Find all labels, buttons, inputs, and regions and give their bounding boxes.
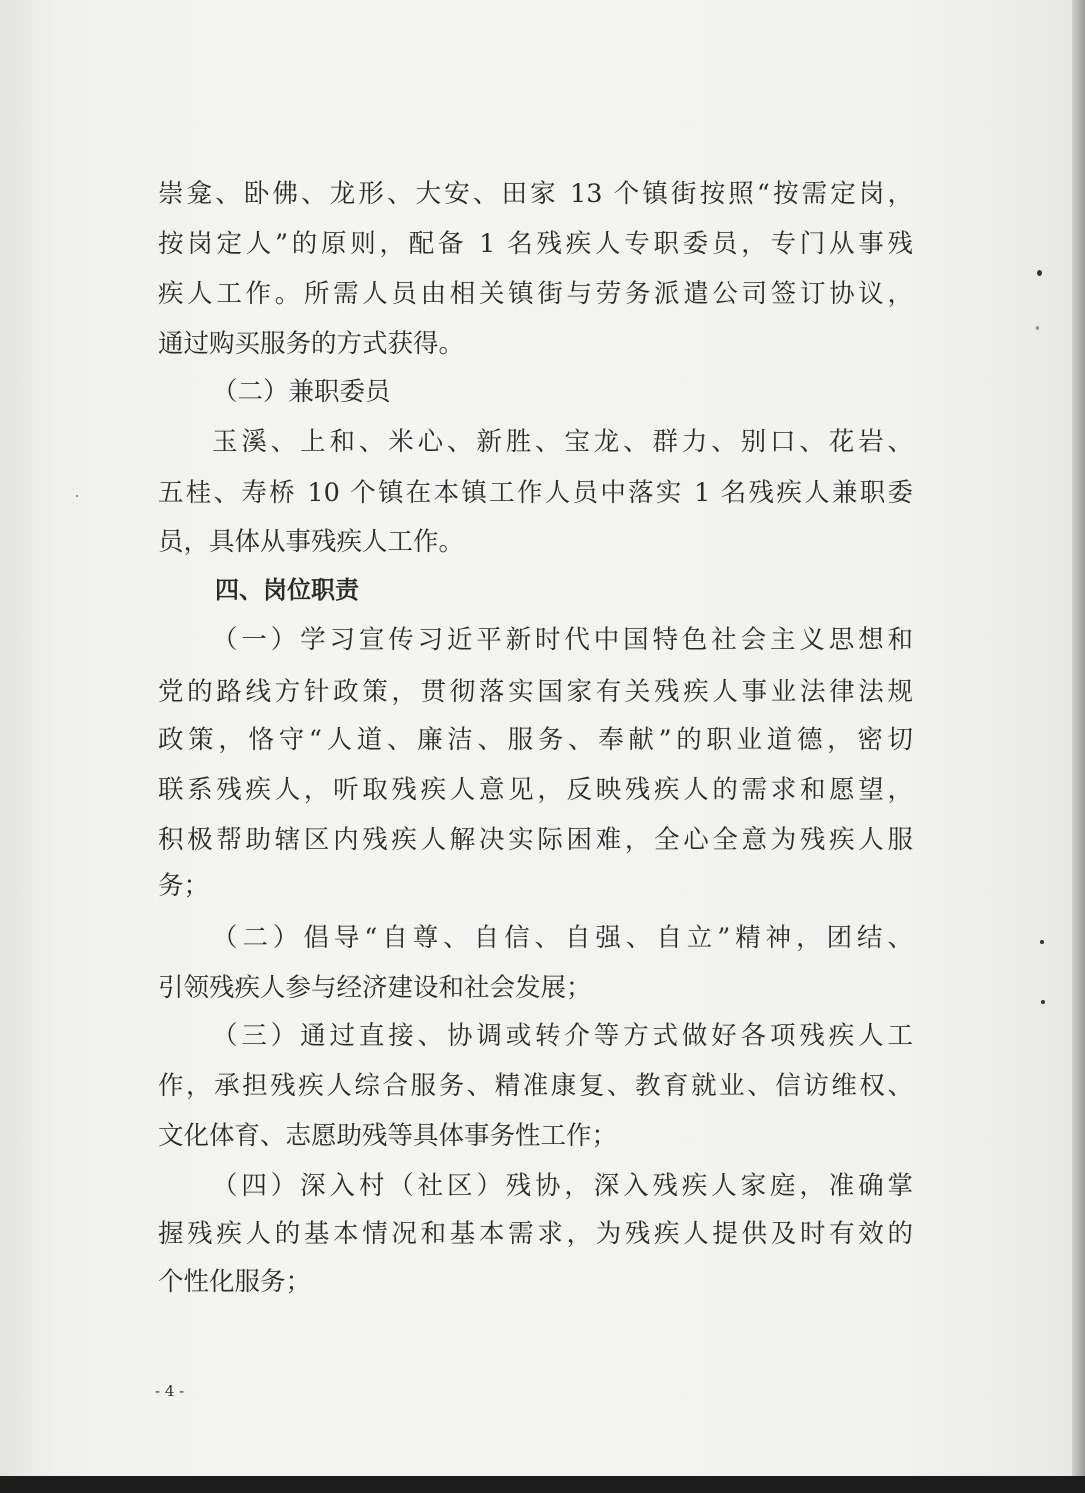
- section-heading: 四、岗位职责: [215, 576, 359, 604]
- text-line: 五桂、寿桥 10 个镇在本镇工作人员中落实 1 名残疾人兼职委: [158, 478, 913, 508]
- text-line: （二）倡导“自尊、自信、自强、自立”精神，团结、: [212, 923, 913, 953]
- text-line: 个性化服务；: [158, 1267, 312, 1297]
- text-line: 疾人工作。所需人员由相关镇街与劳务派遣公司签订协议，: [158, 279, 913, 309]
- text-line: （一）学习宣传习近平新时代中国特色社会主义思想和: [212, 625, 913, 655]
- text-line: 崇龛、卧佛、龙形、大安、田家 13 个镇街按照“按需定岗，: [158, 179, 913, 209]
- scan-border-right: [1072, 0, 1085, 1493]
- text-line: （四）深入村（社区）残协，深入残疾人家庭，准确掌: [212, 1171, 913, 1201]
- text-line: 联系残疾人，听取残疾人意见，反映残疾人的需求和愿望，: [158, 775, 913, 805]
- text-line: 引领残疾人参与经济建设和社会发展；: [158, 973, 592, 1003]
- text-line: 政策，恪守“人道、廉洁、服务、奉献”的职业道德，密切: [158, 725, 913, 755]
- text-line: 文化体育、志愿助残等具体事务性工作；: [158, 1121, 618, 1151]
- section-subheading: （二）兼职委员: [212, 377, 391, 407]
- text-line: （三）通过直接、协调或转介等方式做好各项残疾人工: [212, 1021, 913, 1051]
- text-line: 按岗定人”的原则，配备 1 名残疾人专职委员，专门从事残: [158, 229, 913, 259]
- text-line: 积极帮助辖区内残疾人解决实际困难，全心全意为残疾人服: [158, 825, 913, 855]
- text-line: 握残疾人的基本情况和基本需求，为残疾人提供及时有效的: [158, 1219, 913, 1249]
- text-line: 通过购买服务的方式获得。: [158, 329, 465, 359]
- page-number: - 4 -: [155, 1382, 185, 1400]
- scan-border-bottom: [0, 1476, 1085, 1493]
- text-line: 作，承担残疾人综合服务、精准康复、教育就业、信访维权、: [158, 1071, 913, 1101]
- text-line: 务；: [158, 871, 210, 901]
- text-line: 玉溪、上和、米心、新胜、宝龙、群力、别口、花岩、: [212, 427, 913, 457]
- text-line: 员，具体从事残疾人工作。: [158, 527, 465, 557]
- text-line: 党的路线方针政策，贯彻落实国家有关残疾人事业法律法规: [158, 677, 913, 707]
